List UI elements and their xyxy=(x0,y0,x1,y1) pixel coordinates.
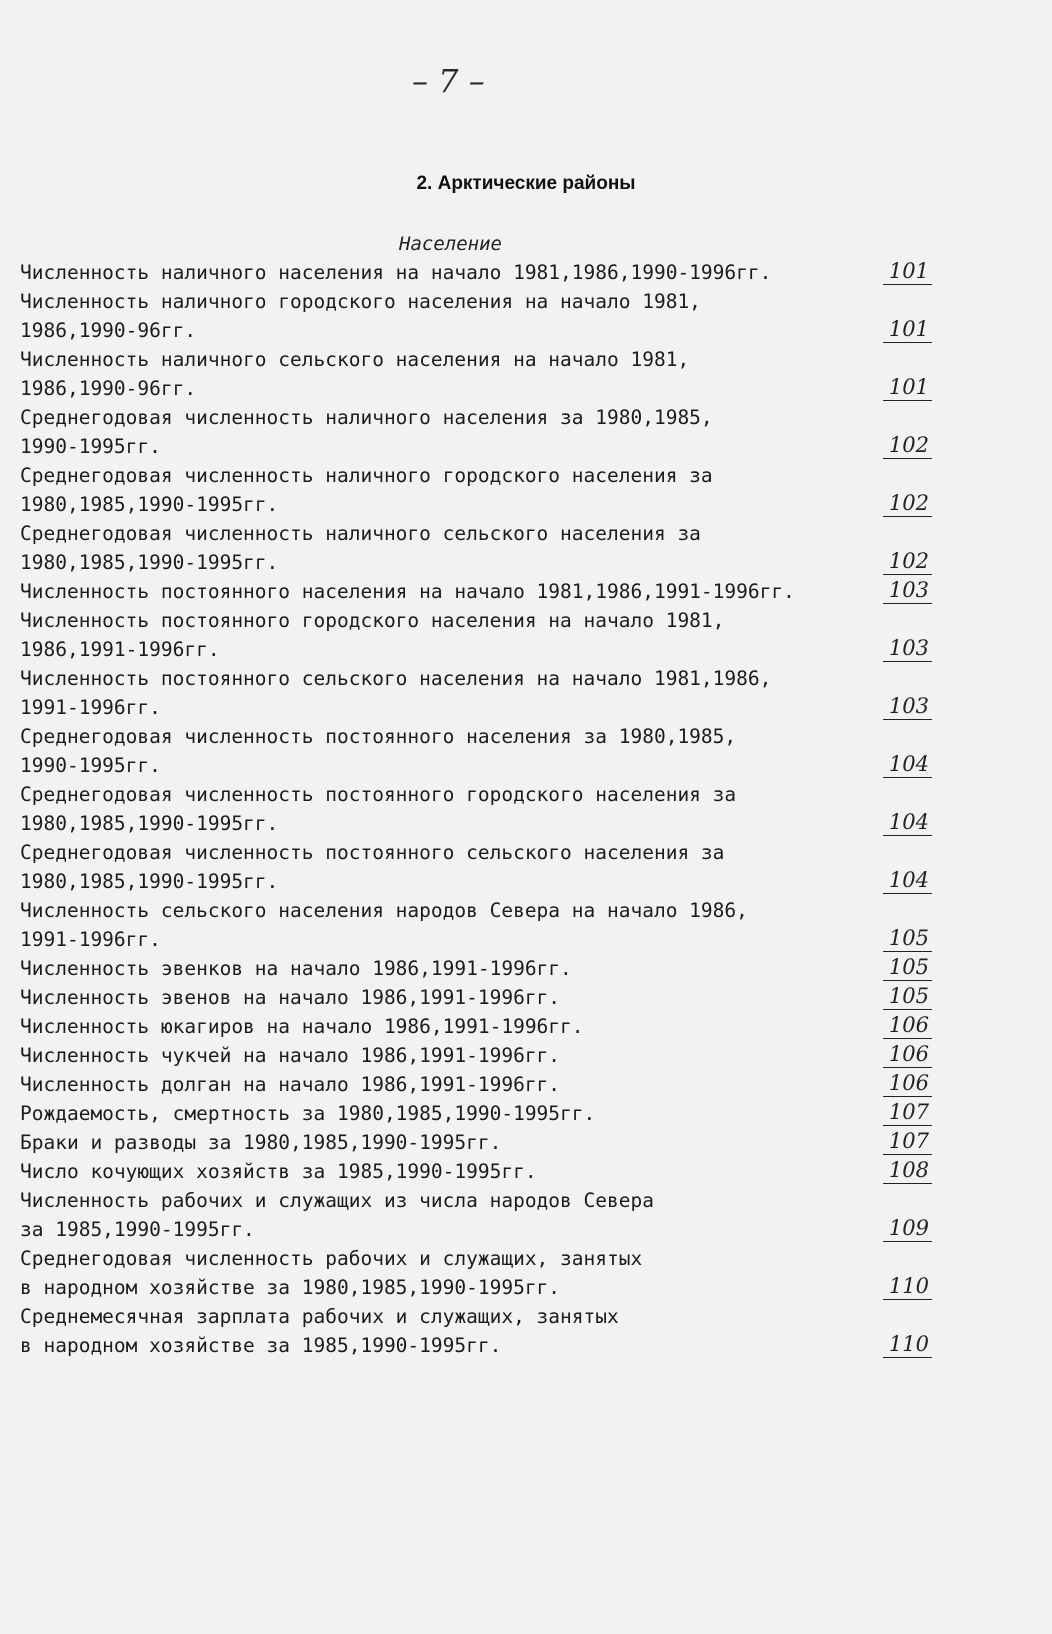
toc-entry-text: Численность рабочих и служащих из числа народов Севера за 1985,1990-1995гг. xyxy=(20,1189,654,1241)
toc-entry-text: Среднегодовая численность рабочих и служащих, занятых в народном хозяйстве за 1980,1985,1990-1995гг. xyxy=(20,1247,643,1299)
toc-entry-text: Численность чукчей на начало 1986,1991-1996гг. xyxy=(20,1044,561,1067)
toc-entry xyxy=(20,954,932,983)
toc-entry-page: 106 xyxy=(883,1070,932,1097)
toc-entry xyxy=(20,896,932,954)
toc-entry-text: Численность постоянного населения на начало 1981,1986,1991-1996гг. xyxy=(20,580,795,603)
toc-entry xyxy=(20,780,932,838)
toc-entry-page: 102 xyxy=(883,432,932,459)
toc-entry-text: Среднегодовая численность наличного сельского населения за 1980,1985,1990-1995гг. xyxy=(20,522,701,574)
toc-entry-page: 106 xyxy=(883,1012,932,1039)
toc-entry-text: Численность постоянного городского населения на начало 1981, 1986,1991-1996гг. xyxy=(20,609,725,661)
toc-entry xyxy=(20,664,932,722)
toc-entry xyxy=(20,1070,932,1099)
toc-entry xyxy=(20,403,932,461)
table-of-contents xyxy=(20,258,932,1360)
toc-entry-text: Численность эвенов на начало 1986,1991-1996гг. xyxy=(20,986,561,1009)
toc-entry-text: Численность эвенков на начало 1986,1991-1996гг. xyxy=(20,957,572,980)
toc-entry-page: 110 xyxy=(883,1331,932,1358)
toc-entry xyxy=(20,1186,932,1244)
toc-entry xyxy=(20,345,932,403)
toc-entry-page: 101 xyxy=(883,258,932,285)
toc-entry xyxy=(20,1128,932,1157)
toc-entry xyxy=(20,287,932,345)
toc-entry-text: Среднегодовая численность постоянного сельского населения за 1980,1985,1990-1995гг. xyxy=(20,841,725,893)
page-number: – 7 – xyxy=(412,62,485,100)
toc-entry-page: 105 xyxy=(883,954,932,981)
subsection-title: Население xyxy=(399,233,502,255)
toc-entry-page: 105 xyxy=(883,983,932,1010)
toc-entry xyxy=(20,577,932,606)
toc-entry xyxy=(20,1157,932,1186)
toc-entry-text: Численность постоянного сельского населения на начало 1981,1986, 1991-1996гг. xyxy=(20,667,772,719)
toc-entry-text: Численность наличного городского населения на начало 1981, 1986,1990-96гг. xyxy=(20,290,701,342)
toc-entry xyxy=(20,519,932,577)
toc-entry-page: 109 xyxy=(883,1215,932,1242)
toc-entry-text: Рождаемость, смертность за 1980,1985,1990-1995гг. xyxy=(20,1102,596,1125)
toc-entry xyxy=(20,606,932,664)
toc-entry-page: 103 xyxy=(883,635,932,662)
section-title: 2. Арктические районы xyxy=(416,173,636,194)
toc-entry xyxy=(20,722,932,780)
toc-entry-page: 107 xyxy=(883,1128,932,1155)
toc-entry-text: Численность юкагиров на начало 1986,1991-1996гг. xyxy=(20,1015,584,1038)
toc-entry-page: 101 xyxy=(883,374,932,401)
toc-entry-text: Среднегодовая численность постоянного населения за 1980,1985, 1990-1995гг. xyxy=(20,725,737,777)
toc-entry xyxy=(20,258,932,287)
toc-entry xyxy=(20,983,932,1012)
toc-entry-page: 104 xyxy=(883,809,932,836)
toc-entry-text: Среднегодовая численность наличного населения за 1980,1985, 1990-1995гг. xyxy=(20,406,713,458)
toc-entry-page: 102 xyxy=(883,490,932,517)
toc-entry xyxy=(20,1041,932,1070)
toc-entry-page: 104 xyxy=(883,751,932,778)
toc-entry xyxy=(20,1302,932,1360)
toc-entry xyxy=(20,1099,932,1128)
toc-entry-page: 103 xyxy=(883,577,932,604)
toc-entry-text: Численность долган на начало 1986,1991-1996гг. xyxy=(20,1073,561,1096)
toc-entry-page: 110 xyxy=(883,1273,932,1300)
toc-entry-text: Численность сельского населения народов Севера на начало 1986, 1991-1996гг. xyxy=(20,899,748,951)
toc-entry-text: Среднегодовая численность наличного городского населения за 1980,1985,1990-1995гг. xyxy=(20,464,713,516)
toc-entry xyxy=(20,461,932,519)
toc-entry-page: 103 xyxy=(883,693,932,720)
toc-entry-page: 101 xyxy=(883,316,932,343)
toc-entry-page: 108 xyxy=(883,1157,932,1184)
toc-entry-text: Численность наличного населения на начало 1981,1986,1990-1996гг. xyxy=(20,261,772,284)
toc-entry xyxy=(20,1244,932,1302)
toc-entry-text: Численность наличного сельского населения на начало 1981, 1986,1990-96гг. xyxy=(20,348,690,400)
toc-entry-text: Браки и разводы за 1980,1985,1990-1995гг. xyxy=(20,1131,502,1154)
toc-entry-text: Среднемесячная зарплата рабочих и служащих, занятых в народном хозяйстве за 1985,1990-1995гг. xyxy=(20,1305,619,1357)
toc-entry-page: 104 xyxy=(883,867,932,894)
toc-entry-page: 102 xyxy=(883,548,932,575)
toc-entry-text: Среднегодовая численность постоянного городского населения за 1980,1985,1990-1995гг. xyxy=(20,783,737,835)
toc-entry-text: Число кочующих хозяйств за 1985,1990-1995гг. xyxy=(20,1160,537,1183)
toc-entry-page: 107 xyxy=(883,1099,932,1126)
toc-entry-page: 106 xyxy=(883,1041,932,1068)
toc-entry xyxy=(20,1012,932,1041)
toc-entry xyxy=(20,838,932,896)
toc-entry-page: 105 xyxy=(883,925,932,952)
